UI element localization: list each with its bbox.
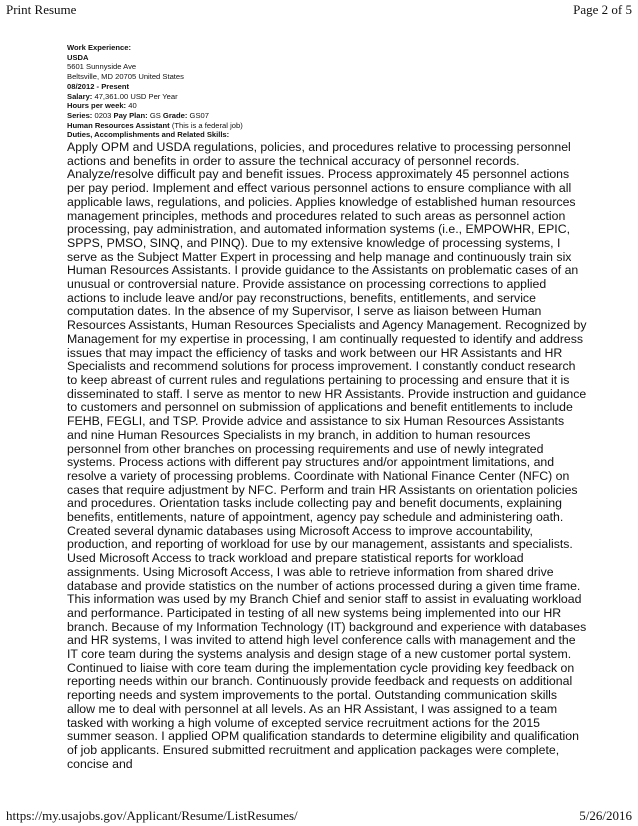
page-indicator: Page 2 of 5 [573,2,632,17]
salary-row [67,92,587,102]
job-title-note: (This is a federal job) [171,120,243,130]
payplan-value: GS [149,110,161,120]
grade-label: Grade: [162,110,188,120]
employer-address-line2: Beltsville, MD 20705 United States [67,72,184,82]
series-label: Series: [67,110,93,120]
hours-label: Hours per week: [67,101,127,111]
employer-name: USDA [67,52,89,62]
section-title: Work Experience: [67,43,132,52]
salary-label: Salary: [67,91,93,101]
payplan-label: Pay Plan: [113,110,148,120]
hours-value: 40 [128,101,137,111]
salary-value: 47,361.00 USD Per Year [94,91,178,101]
footer-url-link[interactable]: https://my.usajobs.gov/Applicant/Resume/ListResumes/ [6,808,298,823]
print-date: 5/26/2016 [579,808,632,823]
duties-label: Duties, Accomplishments and Related Skills: [67,130,230,140]
work-experience-section [67,43,587,771]
series-value: 0203 [94,110,112,120]
series-row [67,111,587,121]
print-title: Print Resume [6,2,77,17]
employment-dates: 08/2012 - Present [67,81,130,91]
job-title: Human Resources Assistant [67,120,170,130]
job-title-row [67,121,587,131]
print-header [6,2,632,18]
hours-row [67,101,587,111]
grade-value: GS07 [189,110,209,120]
print-footer [6,808,632,824]
employer-address-line1: 5601 Sunnyside Ave [67,62,137,72]
duties-text: Apply OPM and USDA regulations, policies, and procedures relative to processing personnel actions and benefits in order to assure the technical accuracy of personnel records. Analyze/resolve difficult pay and benefit issues. Process approximately 45 personnel actions per pay period. Implement and effect various personnel actions to ensure compliance with all applicable laws, regulations, and policies. Applies knowledge of established human resources management principles, methods and procedures related to such areas as personnel action processing, pay administration, and automated information systems (i.e., EMPOWHR, EPIC, SPPS, PMSO, SINQ, and PINQ). Due to my extensive knowledge of processing systems, I serve as the Subject Matter Expert in processing and help manage and continuously train six Human Resources Assistants. I provide guidance to the Assistants on problematic cases of an unusual or controversial nature. Provide assistance on processing corrections to applied actions to include leave and/or pay reconstructions, benefits, entitlements, and service computation dates. In the absence of my Supervisor, I serve as liaison between Human Resources Assistants, Human Resources Specialists and Agency Management. Recognized by Management for my expertise in processing, I am continually requested to identify and address issues that may impact the efficiency of tasks and work between our HR Assistants and HR Specialists and recommend solutions for process improvement. I constantly conduct research to keep abreast of current rules and regulations pertaining to processing and ensure that it is disseminated to staff. I serve as mentor to new HR Assistants. Provide instruction and guidance to customers and personnel on submission of applications and benefit entitlements to include FEHB, FEGLI, and TSP. Provide advice and assistance to six Human Resources Assistants and nine Human Resources Specialists in my branch, in addition to human resources personnel from other branches on processing requirements and use of newly integrated systems. Process actions with different pay structures and/or appointment limitations, and resolve a variety of processing problems. Coordinate with National Finance Center (NFC) on cases that require adjustment by NFC. Perform and train HR Assistants on orientation policies and procedures. Orientation tasks include collecting pay and benefit documents, explaining benefits, entitlements, nature of appointment, agency pay schedule and administering oath. Created several dynamic databases using Microsoft Access to improve accountability, production, and reporting of workload for use by our management, assistants and specialists. Used Microsoft Access to track workload and prepare statistical reports for workload assignments. Using Microsoft Access, I was able to retrieve information from shared drive database and provide statistics on the number of actions processed during a given time frame. This information was used by my Branch Chief and senior staff to assist in evaluating workload and performance. Participated in testing of all new systems being implemented into our HR branch. Because of my Information Technology (IT) background and experience with databases and HR systems, I was invited to attend high level conference calls with management and the IT core team during the systems analysis and design stage of a new customer portal system. Continued to liaise with core team during the implementation cycle providing key feedback on reporting needs within our branch. Continuously provide feedback and requests on additional reporting needs and system improvements to the portal. Outstanding communication skills allow me to deal with personnel at all levels. As an HR Assistant, I was assigned to a team tasked with working a high volume of excepted service recruitment actions for the 2015 summer season. I applied OPM qualification standards to determine eligibility and qualification of job applicants. Ensured submitted recruitment and application packages were complete, concise and [67,140,587,771]
